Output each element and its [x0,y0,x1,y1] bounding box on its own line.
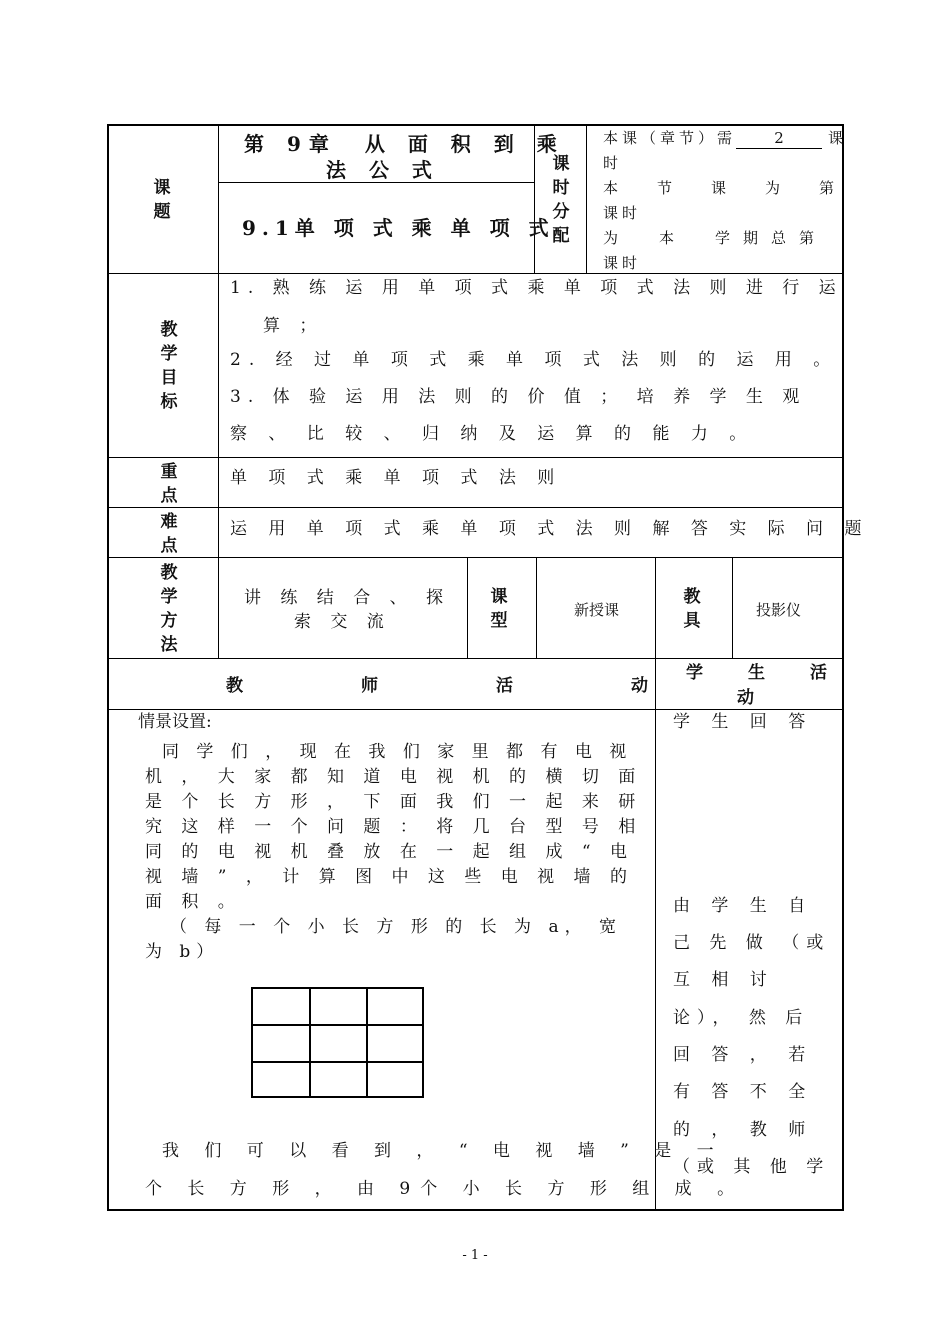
student-activity-heading-line2: 动 [737,688,754,708]
grid-line-v2 [366,989,368,1096]
label-teaching-tool: 教具 [683,587,701,631]
label-keshi: 课时分配 [552,154,570,246]
method-text-line1: 讲 练 结 合 、 探 [244,588,451,608]
lesson-type-value: 新授课 [574,601,620,619]
difficulty-text: 运 用 单 项 式 乘 单 项 式 法 则 解 答 实 际 问 题 [230,519,870,539]
label-lesson-type: 课型 [490,587,508,631]
teacher-text-l8: 面 积 。 [145,892,242,912]
student-text-s1: 学 生 回 答 [673,712,814,732]
teacher-text-l9: （ 每 一 个 小 长 方 形 的 长 为 a， 宽 [170,917,622,937]
grid-line-h1 [253,1024,422,1026]
objective-line1: 1. 熟 练 运 用 单 项 式 乘 单 项 式 法 则 进 行 运 [230,278,843,298]
label-difficulty: 难点 [160,512,178,556]
teacher-text-l1: 情景设置: [138,712,212,732]
table-border-bottom [107,1209,844,1211]
teacher-text-l2: 同 学 们 ， 现 在 我 们 家 里 都 有 电 视 [162,742,633,762]
teaching-tool-value: 投影仪 [756,601,802,619]
label-objectives: 教学目标 [160,320,178,412]
objective-line4: 3. 体 验 运 用 法 则 的 价 值 ； 培 养 学 生 观 [230,387,807,407]
alloc-line6: 课时 [603,254,642,272]
chapter-title-line1: 第 9章 从 面 积 到 乘 [244,132,565,156]
teacher-activity-heading: 教 师 活 动 [226,676,676,696]
grid-line-v1 [309,989,311,1096]
grid-line-h2 [253,1061,422,1063]
label-keypoint: 重点 [160,462,178,506]
teacher-text-l4: 是 个 长 方 形 ， 下 面 我 们 一 起 来 研 [145,792,643,812]
student-activity-heading-line1: 学 生 活 [686,663,841,683]
col-keshi-right [586,124,587,274]
rule-title-split [218,182,534,183]
objective-line5: 察 、 比 较 、 归 纳 及 运 算 的 能 力 。 [230,424,755,444]
tv-wall-grid-figure [251,987,424,1098]
alloc-hours-value: 2 [736,128,822,149]
student-text-s5: 论）， 然 后 [673,1008,810,1028]
student-text-s2: 由 学 生 自 [673,896,814,916]
teacher-text-l7: 视 墙 ” ， 计 算 图 中 这 些 电 视 墙 的 [145,867,634,887]
objective-line3: 2. 经 过 单 项 式 乘 单 项 式 法 则 的 运 用 。 [230,350,839,370]
section-title: 9.1单 项 式 乘 单 项 式 [242,216,555,240]
teacher-text-l12: 个 长 方 形 ， 由 9个 小 长 方 形 组 成 。 [145,1179,745,1199]
chapter-title-line2: 法 公 式 [326,158,440,182]
col-method-a [467,557,468,659]
col-method-d [732,557,733,659]
student-text-s7: 有 答 不 全 [673,1082,814,1102]
col-activity-divider [655,658,656,1210]
alloc-line5: 为 本 学期总第 [603,229,828,247]
student-text-s6: 回 答 ， 若 [673,1045,814,1065]
alloc-line4: 课时 [603,204,642,222]
col-method-b [536,557,537,659]
teacher-text-l5: 究 这 样 一 个 问 题 ： 将 几 台 型 号 相 [145,817,643,837]
alloc-line3: 本 节 课 为 第 [603,179,847,197]
student-text-s4: 互 相 讨 [673,970,775,990]
alloc-line2: 时 [603,154,623,172]
col-method-c [655,557,656,659]
teacher-text-l3: 机 ， 大 家 都 知 道 电 视 机 的 横 切 面 [145,767,643,787]
rule-after-activity-head [107,709,844,710]
objective-line2: 算 ； [263,316,324,336]
student-text-s3: 己 先 做 （或 [673,933,831,953]
page-number: - 1 - [462,1248,488,1263]
label-keti: 课题 [153,178,171,222]
teacher-text-l11: 我 们 可 以 看 到 ， “ 电 视 墙 ” 是 一 [162,1141,724,1161]
keypoint-text: 单 项 式 乘 单 项 式 法 则 [230,468,563,488]
student-text-s8: 的 ， 教 师 [673,1120,814,1140]
label-method: 教学方法 [160,563,178,655]
table-border-left [107,124,109,1211]
method-text-line2: 索 交 流 [294,612,391,632]
student-text-s9: （或 其 他 学 [673,1157,831,1177]
teacher-text-l10: 为 b） [145,942,220,962]
teacher-text-l6: 同 的 电 视 机 叠 放 在 一 起 组 成 “ 电 [145,842,634,862]
col-label-divider [218,124,219,659]
alloc-line1: 本课（章节）需 2 课 [603,129,848,147]
